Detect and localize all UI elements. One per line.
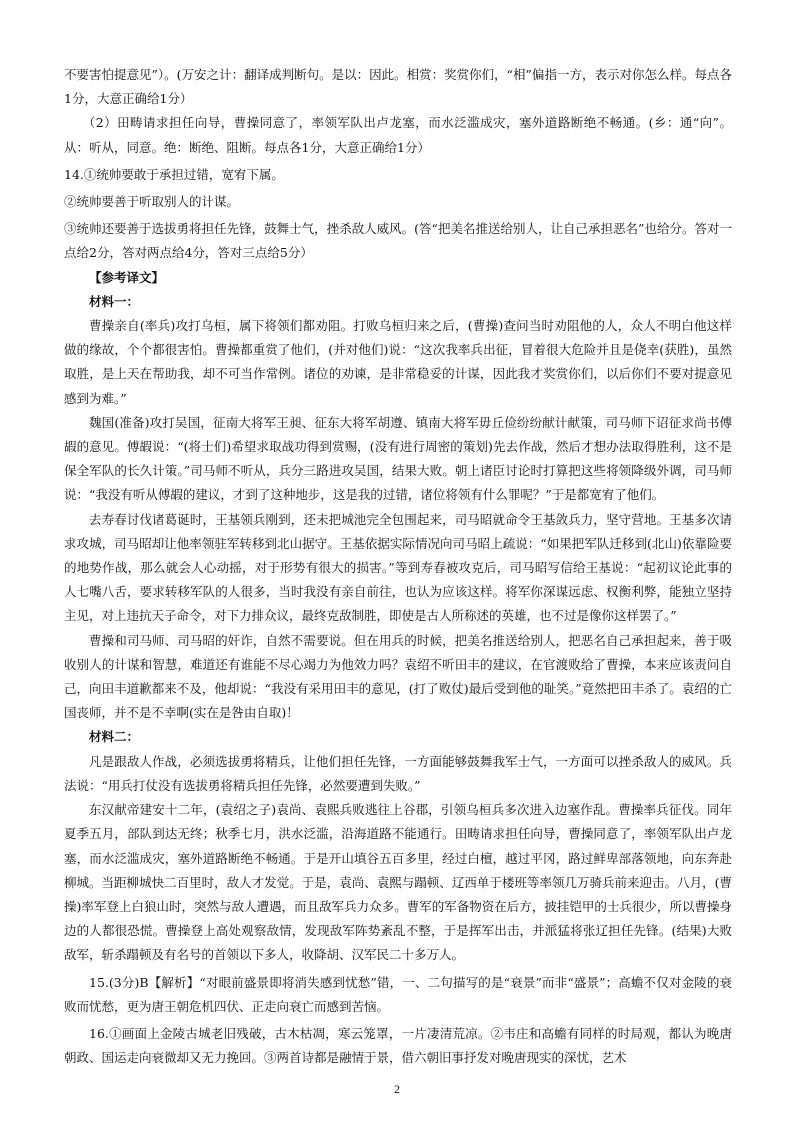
material-1-paragraph: 去寿春讨伐诸葛诞时，王基领兵刚到，还未把城池完全包围起来，司马昭就命令王基敛兵力，坚守营地。王基多次请求攻城，司马昭却让他率领驻军转移到北山据守。王基依据实际情况向司马昭上疏说：“如果把军队迁移到(北山)依靠险要的地势作战，那么就会人心动摇，对于形势有很大的损害。”等到寿春被攻克后，司马昭写信给王基说：“起初议论此事的人七嘴八舌，要求转移军队的人很多，当时我没有亲自前往，也认为应该这样。将军你深谋远虑、权衡利弊，能独立坚持主见，对上违抗天子命令，对下力排众议，最终克敌制胜，即使是古人所称述的英雄，也不过是像你这样罢了。” <box>64 511 732 624</box>
material-2-paragraph: 凡是跟敌人作战，必须选拔勇将精兵，让他们担任先锋，一方面能够鼓舞我军士气，一方面可以挫杀敌人的威风。兵法说：“用兵打仗没有选拔勇将精兵担任先锋，必然要遭到失败。” <box>64 753 732 793</box>
answer-14-point-2: ②统帅要善于听取别人的计谋。 <box>64 194 240 210</box>
material-1-paragraph: 曹操亲自(率兵)攻打乌桓，属下将领们都劝阻。打败乌桓归来之后，(曹操)查问当时劝阻他的人，众人不明白他这样做的缘故，个个都很害怕。曹操都重赏了他们，(并对他们)说：“这次我率兵出征，冒着很大危险并且是侥幸(获胜)，虽然取胜，是上天在帮助我，却不可当作常例。诸位的劝谏，是非常稳妥的计谋，因此我才奖赏你们，以后你们不要对提意见感到为难。” <box>64 318 732 406</box>
answer-15: 15.(3分)B【解析】“对眼前盛景即将消失感到忧愁”错，一、二句描写的是“衰景”而非“盛景”；高蟾不仅对金陵的衰败而忧愁，更为唐王朝危机四伏、正走向衰亡而感到苦恼。 <box>64 974 732 1014</box>
reference-translation-heading: 【参考译文】 <box>89 269 165 285</box>
material-2-title: 材料二： <box>89 729 140 745</box>
page-number: 2 <box>394 1082 400 1096</box>
answer-16: 16.①画面上金陵古城老旧残破，古木枯凋，寒云笼罩，一片凄清荒凉。②韦庄和高蟾有同样的时局观，都认为晚唐朝政、国运走向衰微却又无力挽回。③两首诗都是融情于景，借六朝旧事抒发对晚唐现实的深忧，艺术 <box>64 1025 732 1066</box>
material-2-paragraph: 东汉献帝建安十二年，(袁绍之子)袁尚、袁熙兵败逃往上谷郡，引领乌桓兵多次进入边塞作乱。曹操率兵征伐。同年夏季五月，部队到达无终；秋季七月，洪水泛滥，沿海道路不能通行。田畴请求担任向导，曹操同意了，率领军队出卢龙塞，而水泛滥成灾，塞外道路断绝不畅通。于是开山填谷五百多里，经过白檀，越过平冈，路过鲜卑部落领地，向东奔赴柳城。当距柳城快二百里时，敌人才发觉。于是，袁尚、袁熙与蹋顿、辽西单于楼班等率领几万骑兵前来迎击。八月，(曹操)率军登上白狼山时，突然与敌人遭遇，而且敌军兵力众多。曹军的军备物资在后方，披挂铠甲的士兵很少，所以曹操身边的人都很恐慌。曹操登上高处观察敌情，发现敌军阵势紊乱不整，于是挥军出击，并派猛将张辽担任先锋。(结果)大败敌军，斩杀蹋顿及有名号的首领以下多人，收降胡、汉军民二十多万人。 <box>64 802 732 963</box>
material-1-paragraph: 魏国(准备)攻打吴国，征南大将军王昶、征东大将军胡遵、镇南大将军毋丘俭纷纷献计献策，司马师下诏征求尚书傅嘏的意见。傅嘏说：“(将士们)希望求取战功得到赏赐，(没有进行周密的策划)先去作战，然后才想办法取得胜利，这不是保全军队的长久计策。”司马师不听从，兵分三路进攻吴国，结果大败。朝上诸臣讨论时打算把这些将领降级外调，司马师说：“我没有听从傅嘏的建议，才到了这种地步，这是我的过错，诸位将领有什么罪呢？”于是都宽宥了他们。 <box>64 414 732 503</box>
answer-14-point-3: ③统帅还要善于选拔勇将担任先锋，鼓舞士气，挫杀敌人威风。(答“把美名推送给别人，让自己承担恶名”也给分。答对一点给2分，答对两点给4分，答对三点给5分） <box>64 221 732 261</box>
material-1-paragraph: 曹操和司马师、司马昭的奸诈，自然不需要说。但在用兵的时候，把美名推送给别人，把恶名自己承担起来，善于吸收别人的计谋和智慧，难道还有谁能不尽心竭力为他效力吗？袁绍不听田丰的建议，在官渡败给了曹操，本来应该责问自己，向田丰道歉都来不及，他却说：“我没有采用田丰的意见，(打了败仗)最后受到他的耻笑。”竟然把田丰杀了。袁绍的亡国丧师，并不是不幸啊(实在是咎由自取)！ <box>64 632 732 721</box>
answer-13-part-2: （2）田畴请求担任向导，曹操同意了，率领军队出卢龙塞，而水泛滥成灾，塞外道路断绝不畅通。(乡：通“向”。从：听从，同意。绝：断绝、阻断。每点各1分，大意正确给1分） <box>64 115 732 155</box>
answer-14-point-1: 14.①统帅要敢于承担过错，宽宥下属。 <box>64 166 284 182</box>
answer-13-continued: 不要害怕提意见”）。(万安之计：翻译成判断句。是以：因此。相赏：奖赏你们，“相”偏指一方，表示对你怎么样。每点各1分，大意正确给1分） <box>64 67 732 107</box>
material-1-title: 材料一： <box>89 293 140 309</box>
